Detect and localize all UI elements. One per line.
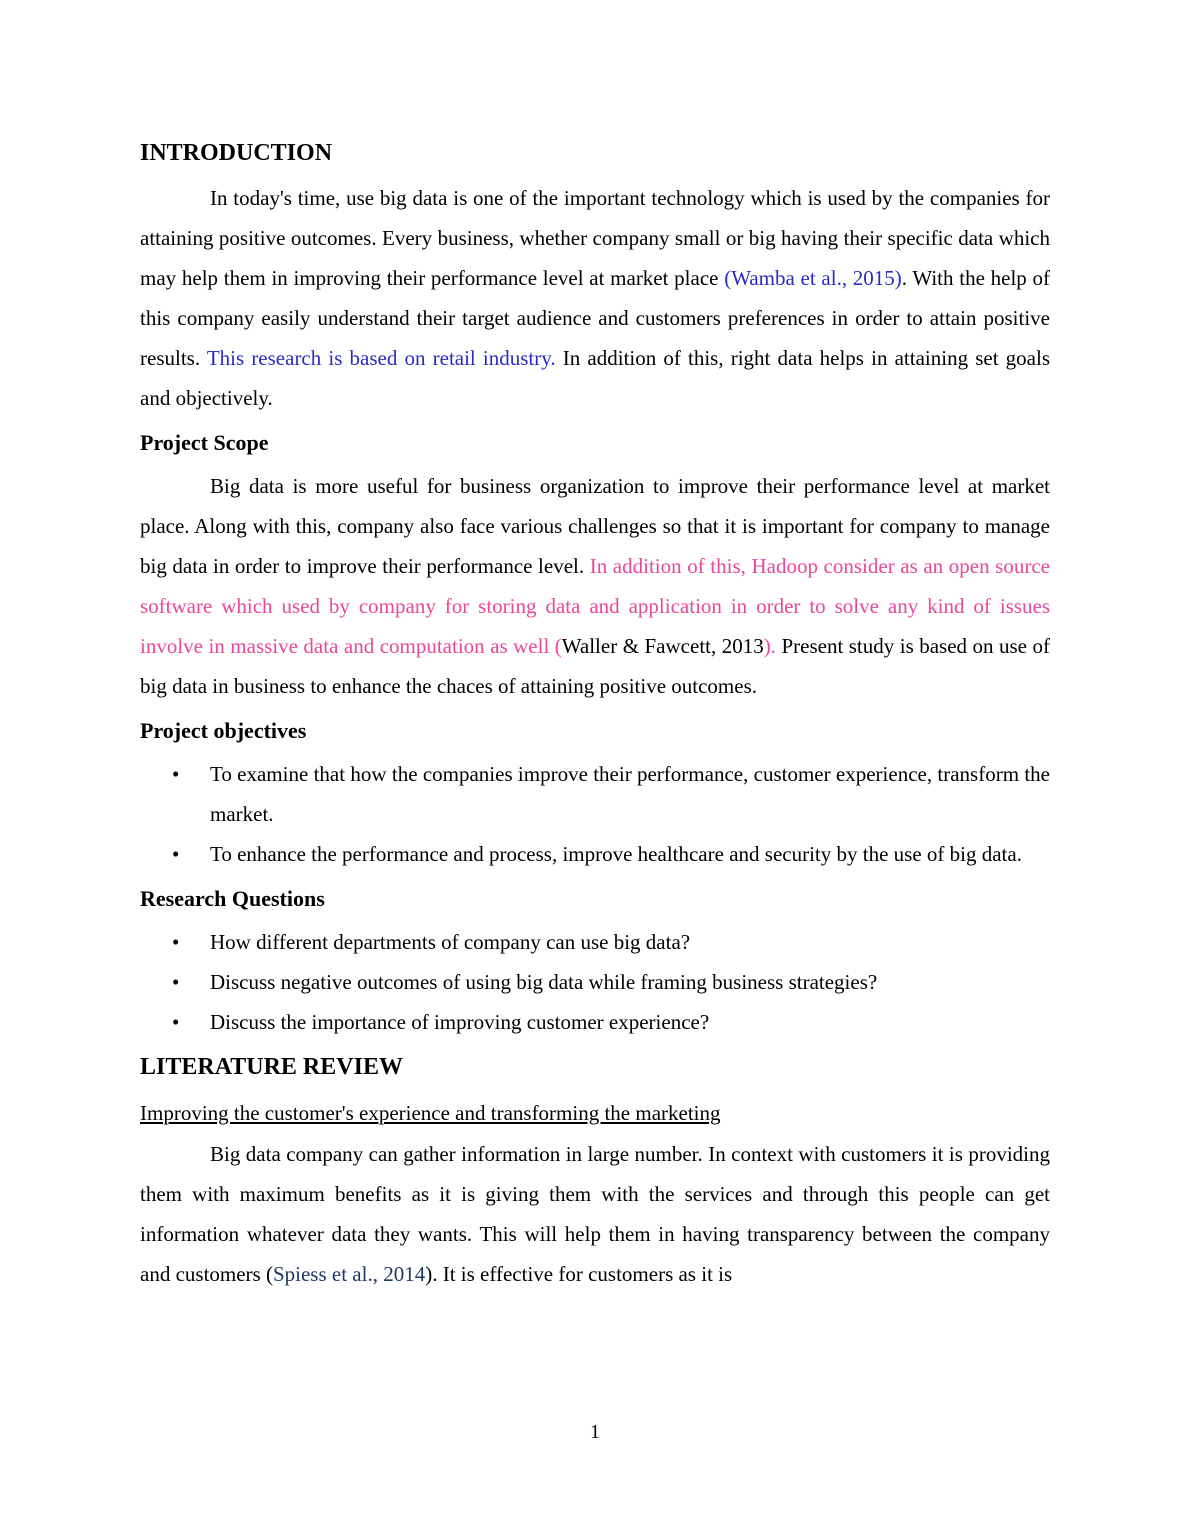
bullet-icon: •	[172, 842, 180, 866]
text-run-pink: In addition of this, Hadoop consider as an open source software which used by company for storing data and application in order to solve any kind of issues involve in massive data and computation as well (	[140, 554, 1050, 658]
page-number: 1	[590, 1421, 600, 1443]
text-run: ). It is effective for customers as it is	[425, 1262, 733, 1286]
list-item	[140, 754, 1050, 834]
text-run-blue: This research is based on retail industry.	[206, 346, 556, 370]
objectives-list	[140, 754, 1050, 874]
text-run: In today's time, use big data is one of the important technology which is used by the companies for attaining positive outcomes. Every business, whether company small or big having their specific data which may help them in improving their performance level at market place	[140, 186, 1050, 290]
list-item	[140, 962, 1050, 1002]
citation-wamba: (Wamba et al., 2015)	[724, 266, 902, 290]
text-run: . With the help of this company easily understand their target audience and customers preferences in order to attain positive results.	[140, 266, 1050, 370]
heading-introduction: INTRODUCTION	[140, 140, 333, 166]
list-item-text: To examine that how the companies improve their performance, customer experience, transform the market.	[210, 762, 1050, 826]
citation-waller: Waller & Fawcett, 2013	[561, 634, 764, 658]
list-item-text: Discuss negative outcomes of using big data while framing business strategies?	[210, 970, 878, 994]
list-item	[140, 922, 1050, 962]
heading-project-objectives: Project objectives	[140, 718, 307, 743]
text-run: Present study is based on use of big data in business to enhance the chaces of attaining positive outcomes.	[140, 634, 1050, 698]
list-item-text: How different departments of company can use big data?	[210, 930, 691, 954]
questions-list	[140, 922, 1050, 1042]
heading-literature-review: LITERATURE REVIEW	[140, 1054, 403, 1080]
bullet-icon: •	[172, 1010, 180, 1034]
heading-project-scope: Project Scope	[140, 430, 269, 455]
bullet-icon: •	[172, 762, 180, 786]
citation-spiess: Spiess et al., 2014	[272, 1262, 426, 1286]
subheading-improving-experience: Improving the customer's experience and transforming the marketing	[140, 1101, 721, 1125]
list-item-text: Discuss the importance of improving customer experience?	[210, 1010, 710, 1034]
text-run: Big data is more useful for business organization to improve their performance level at market place. Along with this, company also face various challenges so that it is important for company to manage big data in order to improve their performance level.	[140, 474, 1050, 578]
paragraph-literature	[140, 1134, 1050, 1294]
heading-research-questions: Research Questions	[140, 886, 325, 911]
list-item	[140, 834, 1050, 874]
text-run-pink: ).	[763, 634, 776, 658]
text-run: In addition of this, right data helps in attaining set goals and objectively.	[140, 346, 1050, 410]
paragraph-project-scope	[140, 466, 1050, 706]
text-run: Big data company can gather information in large number. In context with customers it is providing them with maximum benefits as it is giving them with the services and through this people can get information whatever data they wants. This will help them in having transparency between the company and customers (	[140, 1142, 1050, 1286]
list-item-text: To enhance the performance and process, improve healthcare and security by the use of big data.	[210, 842, 1022, 866]
bullet-icon: •	[172, 970, 180, 994]
bullet-icon: •	[172, 930, 180, 954]
list-item	[140, 1002, 1050, 1042]
paragraph-introduction	[140, 178, 1050, 418]
